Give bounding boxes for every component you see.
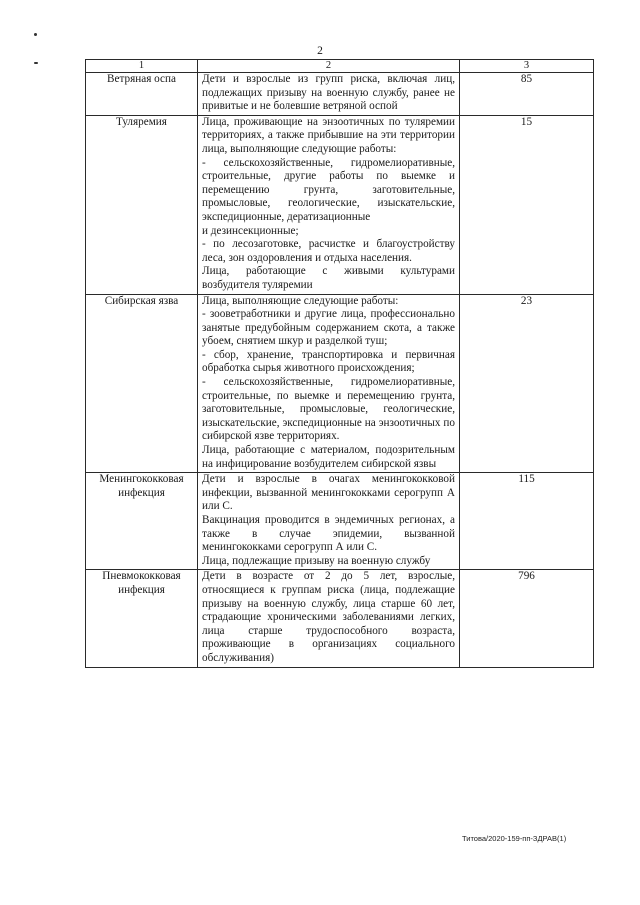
description-line: - зооветработники и другие лица, профессионально занятые предубойным содержанием скота, а также убоем, снятием шкур и разделкой туш; (202, 308, 455, 348)
description-line: Дети и взрослые из групп риска, включая лиц, подлежащих призыву на военную службу, ранее не привитые и не болевшие ветряной оспой (202, 73, 455, 113)
contingent-description (198, 115, 460, 294)
contingent-description (198, 570, 460, 667)
description-line: Дети и взрослые в очагах менингококковой инфекции, вызванной менингококками серогрупп А или С. (202, 473, 455, 513)
table-row (86, 115, 594, 294)
disease-name: Пневмококковая инфекция (86, 570, 198, 667)
contingent-description (198, 294, 460, 473)
vaccination-count: 23 (460, 294, 594, 473)
description-line: Дети в возрасте от 2 до 5 лет, взрослые, относящиеся к группам риска (лица, подлежащие призыву на военную службу, лица старше 60 лет, страдающие хроническими заболеваниями легких, лица старше трудоспособного возраста, проживающие в организациях социального обслуживания) (202, 570, 455, 664)
scan-speck (34, 33, 37, 36)
column-number-2: 2 (198, 60, 460, 73)
column-number-3: 3 (460, 60, 594, 73)
description-line: - по лесозаготовке, расчистке и благоустройству леса, зон оздоровления и отдыха населения. (202, 238, 455, 264)
vaccination-count: 115 (460, 473, 594, 570)
disease-name: Менингококковая инфекция (86, 473, 198, 570)
column-number-1: 1 (86, 60, 198, 73)
document-reference: Титова/2020-159-пп-ЗДРАВ(1) (462, 834, 567, 843)
table-header-row (86, 60, 594, 73)
vaccination-count: 85 (460, 73, 594, 116)
page-number: 2 (317, 45, 323, 57)
description-line: - сельскохозяйственные, гидромелиоративные, строительные, по выемке и перемещению грунта, заготовительные, промысловые, геологические, изыскательские, экспедиционные на энзоотичных по сибирской язве территориях. (202, 376, 455, 443)
description-line: Вакцинация проводится в эндемичных регионах, а также в случае эпидемии, вызванной менингококками серогрупп А или С. (202, 514, 455, 554)
scan-speck (34, 62, 38, 64)
contingent-description (198, 473, 460, 570)
description-line: Лица, выполняющие следующие работы: (202, 294, 399, 307)
description-line: - сельскохозяйственные, гидромелиоративные, строительные, другие работы по выемке и перемещению грунта, заготовительные, промысловые, геологические, изыскательские, экспедиционные, дератизационные (202, 156, 455, 223)
description-line: и дезинсекционные; (202, 224, 299, 237)
description-line: Лица, работающие с материалом, подозрительным на инфицирование возбудителем сибирской язвы (202, 444, 455, 470)
table-row (86, 473, 594, 570)
disease-name: Туляремия (86, 115, 198, 294)
description-line: - сбор, хранение, транспортировка и первичная обработка сырья животного происхождения; (202, 348, 455, 375)
table-row (86, 73, 594, 116)
description-line: Лица, работающие с живыми культурами возбудителя туляремии (202, 265, 455, 291)
table-row (86, 294, 594, 473)
disease-name: Ветряная оспа (86, 73, 198, 116)
contingent-description (198, 73, 460, 116)
description-line: Лица, проживающие на энзоотичных по туляремии территориях, а также прибывшие на эти территории лица, выполняющие следующие работы: (202, 115, 455, 155)
disease-name: Сибирская язва (86, 294, 198, 473)
table-row (86, 570, 594, 667)
description-line: Лица, подлежащие призыву на военную службу (202, 554, 431, 567)
vaccination-table (85, 59, 594, 668)
vaccination-count: 796 (460, 570, 594, 667)
vaccination-count: 15 (460, 115, 594, 294)
